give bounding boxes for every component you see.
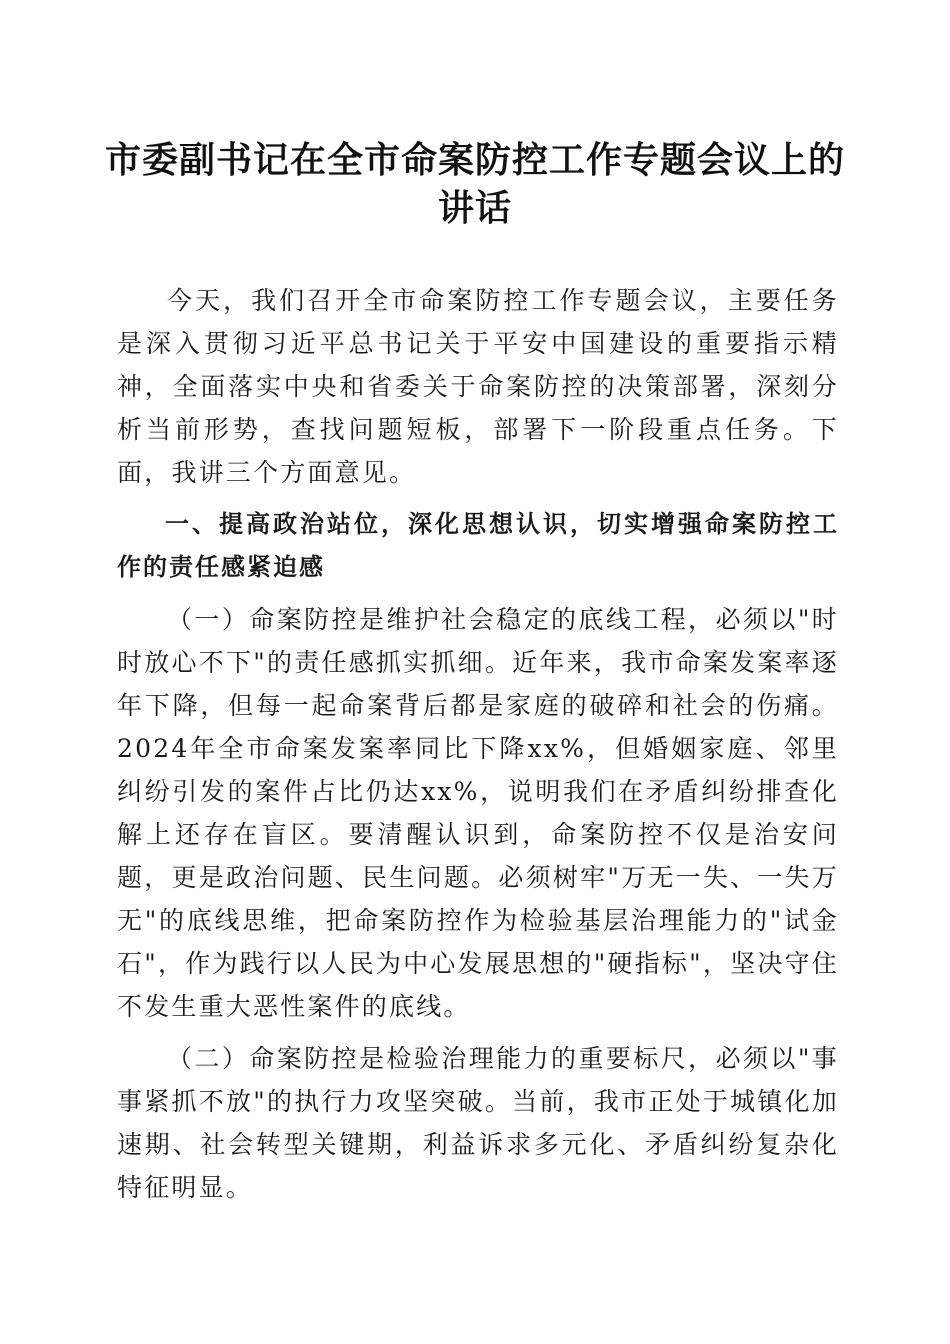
intro-paragraph: 今天，我们召开全市命案防控工作专题会议，主要任务是深入贯彻习近平总书记关于平安中国建设的重要指示精神，全面落实中央和省委关于命案防控的决策部署，深刻分析当前形势，查找问题短板，部署下一阶段重点任务。下面，我讲三个方面意见。 — [117, 286, 839, 487]
subsection-paragraph-2: （二）命案防控是检验治理能力的重要标尺，必须以"事事紧抓不放"的执行力攻坚突破。当前，我市正处于城镇化加速期、社会转型关键期，利益诉求多元化、矛盾纠纷复杂化特征明显。 — [117, 1044, 839, 1202]
document-title: 市委副书记在全市命案防控工作专题会议上的讲话 — [104, 139, 845, 229]
subsection-paragraph-1: （一）命案防控是维护社会稳定的底线工程，必须以"时时放心不下"的责任感抓实抓细。近年来，我市命案发案率逐年下降，但每一起命案背后都是家庭的破碎和社会的伤痛。2024年全市命案发案率同比下降xx%，但婚姻家庭、邻里纠纷引发的案件占比仍达xx%，说明我们在矛盾纠纷排查化解上还存在盲区。要清醒认识到，命案防控不仅是治安问题，更是政治问题、民生问题。必须树牢"万无一失、一失万无"的底线思维，把命案防控作为检验基层治理能力的"试金石"，作为践行以人民为中心发展思想的"硬指标"，坚决守住不发生重大恶性案件的底线。 — [117, 605, 839, 1021]
section-heading-1: 一、提高政治站位，深化思想认识，切实增强命案防控工作的责任感紧迫感 — [117, 510, 839, 581]
document-body — [117, 279, 839, 1209]
